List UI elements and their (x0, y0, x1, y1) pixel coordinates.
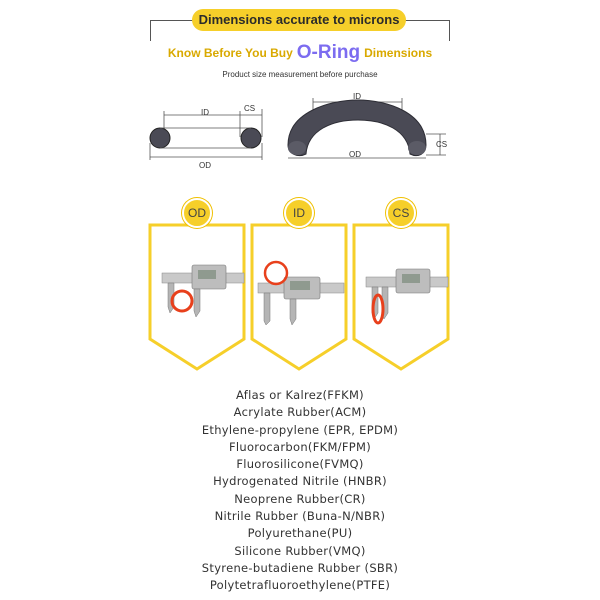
list-item: Hydrogenated Nitrile (HNBR) (213, 474, 387, 489)
materials-list (100, 387, 500, 595)
od-badge: OD (182, 198, 212, 228)
caption: Product size measurement before purchase (222, 70, 378, 79)
list-item: Ethylene-propylene (EPR, EPDM) (201, 422, 399, 437)
cs-badge: CS (386, 198, 416, 228)
id-badge: ID (284, 198, 314, 228)
ring-cs-label: CS (436, 140, 448, 149)
list-item: Acrylate Rubber(ACM) (233, 405, 367, 420)
list-item: Fluorosilicone(FVMQ) (236, 457, 364, 472)
list-item: Neoprene Rubber(CR) (234, 491, 366, 506)
id-measurement-shield (250, 221, 348, 371)
ring-diagram (280, 90, 455, 180)
cross-id-label: ID (201, 108, 209, 117)
ring-id-label: ID (353, 92, 361, 101)
ring-od-label: OD (349, 150, 361, 159)
subtitle-highlight: O-Ring (296, 42, 361, 63)
list-item: Aflas or Kalrez(FFKM) (236, 388, 364, 402)
subtitle-suffix: Dimensions (364, 46, 433, 60)
list-item: Fluorocarbon(FKM/FPM) (228, 439, 372, 454)
od-measurement-shield (148, 221, 246, 371)
cross-cs-label: CS (244, 104, 256, 113)
header-badge: Dimensions accurate to microns (192, 9, 406, 31)
cs-measurement-shield (352, 221, 450, 371)
list-item: Polytetrafluoroethylene(PTFE) (209, 578, 391, 593)
subtitle-prefix: Know Before You Buy (167, 46, 293, 60)
list-item: Polyurethane(PU) (247, 526, 353, 541)
list-item: Nitrile Rubber (Buna-N/NBR) (214, 509, 386, 524)
cross-od-label: OD (199, 161, 211, 170)
list-item: Silicone Rubber(VMQ) (234, 543, 366, 558)
list-item: Styrene-butadiene Rubber (SBR) (201, 560, 399, 575)
subtitle (150, 41, 450, 65)
